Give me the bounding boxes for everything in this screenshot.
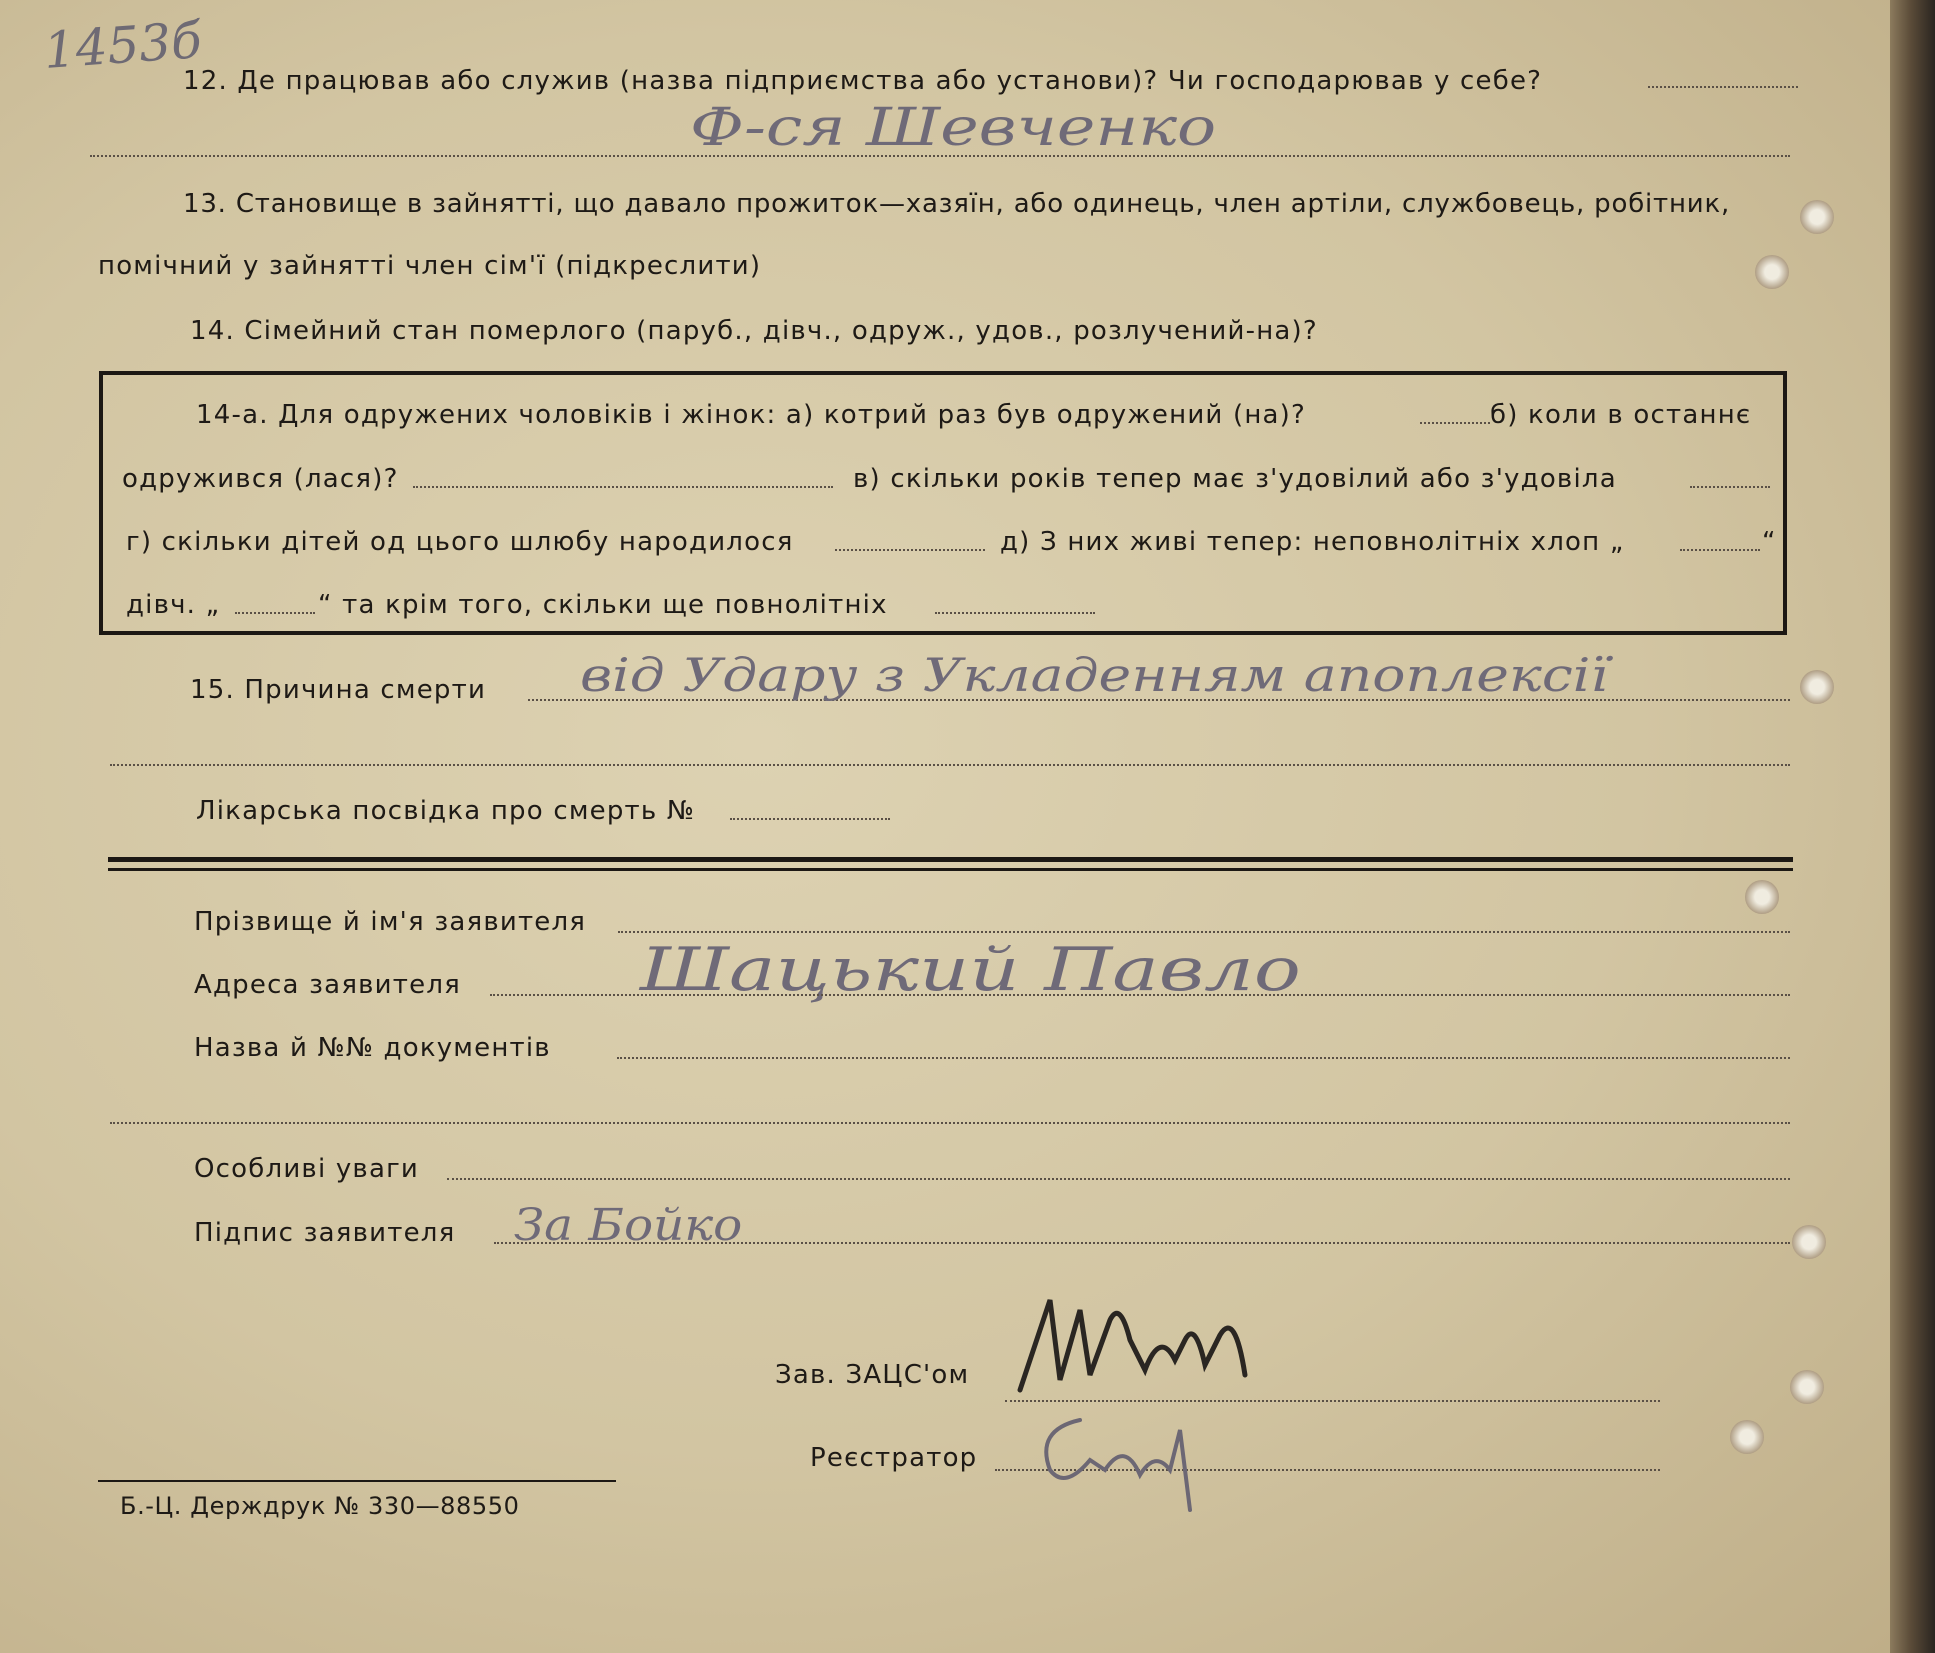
q15-label: 15. Причина смерти [190,675,487,705]
applicant-remarks-label: Особливі уваги [194,1154,420,1184]
q14a-line-3a: г) скільки дітей од цього шлюбу народилося [126,527,794,557]
applicant-name-fill [618,931,1790,933]
q15-answer: від Удару з Укладенням апоплексії [580,648,1609,702]
q14a-line-4b: “ та крім того, скільки ще повнолітніх [318,590,888,620]
imprint-rule [98,1480,616,1482]
head-of-office-signature [1010,1280,1270,1410]
divider-rule-top [108,857,1793,862]
binding-hole-5 [1792,1225,1826,1259]
q12-fill-line-2 [90,155,1790,157]
q14a-line-4a: дівч. „ [126,590,221,620]
applicant-name-value: Шацький Павло [640,935,1301,1005]
applicant-documents-fill-2 [110,1122,1790,1124]
applicant-documents-label: Назва й №№ документів [194,1033,551,1063]
q14a-line-3b: д) З них живі тепер: неповнолітніх хлоп „ [1000,527,1625,557]
binding-hole-6 [1790,1370,1824,1404]
q14a-line-3c: “ [1762,527,1777,557]
binding-hole-4 [1745,880,1779,914]
medical-certificate-label: Лікарська посвідка про смерть № [196,796,696,826]
applicant-documents-fill-1 [617,1057,1790,1059]
head-of-office-label: Зав. ЗАЦС'ом [775,1360,970,1390]
binding-hole-1 [1800,200,1834,234]
divider-rule-bottom [108,868,1793,871]
applicant-signature-label: Підпис заявителя [194,1218,456,1248]
medical-certificate-fill [730,818,890,820]
registrar-label: Реєстратор [810,1443,978,1473]
q14a-fill-6 [235,612,315,614]
q14a-fill-2 [413,486,833,488]
applicant-address-label: Адреса заявителя [194,970,461,1000]
q14a-line-2a: одружився (лася)? [122,464,399,494]
q12-label: 12. Де працював або служив (назва підприємства або установи)? Чи господарював у себе? [183,66,1543,96]
imprint-text: Б.-Ц. Держдрук № 330—88550 [120,1492,520,1520]
archive-number: 1453б [41,11,204,80]
binding-hole-3 [1800,670,1834,704]
applicant-address-fill [490,994,1790,996]
q14a-fill-4 [835,549,985,551]
head-of-office-signature-stroke [1020,1300,1245,1390]
q14a-fill-3 [1690,486,1770,488]
binding-hole-2 [1755,255,1789,289]
registrar-signature [1030,1400,1230,1530]
q14a-line-1b: б) коли в останнє [1490,400,1752,430]
q14a-fill-1 [1420,422,1490,424]
q12-answer: Ф-ся Шевченко [690,98,1217,158]
q13-line-2: помічний у зайнятті член сім'ї (підкреслити) [98,251,762,281]
registrar-signature-stroke [1046,1420,1190,1510]
q13-line-1: 13. Становище в зайнятті, що давало прожиток—хазяїн, або одинець, член артіли, службовець, робітник, [183,189,1731,219]
q12-fill-line-1 [1648,86,1798,88]
q14-label: 14. Сімейний стан померлого (паруб., дівч., одруж., удов., розлучений-на)? [190,316,1318,346]
q14a-line-1a: 14-а. Для одружених чоловіків і жінок: а) котрий раз був одружений (на)? [196,400,1306,430]
q14a-line-2b: в) скільки років тепер має з'удовілий або з'удовіла [853,464,1617,494]
applicant-remarks-fill [447,1178,1790,1180]
q14a-fill-7 [935,612,1095,614]
q15-fill-2 [110,764,1790,766]
binding-hole-7 [1730,1420,1764,1454]
applicant-name-label: Прізвище й ім'я заявителя [194,907,587,937]
q14a-fill-5 [1680,549,1760,551]
applicant-signature-value: За Бойко [514,1200,743,1251]
